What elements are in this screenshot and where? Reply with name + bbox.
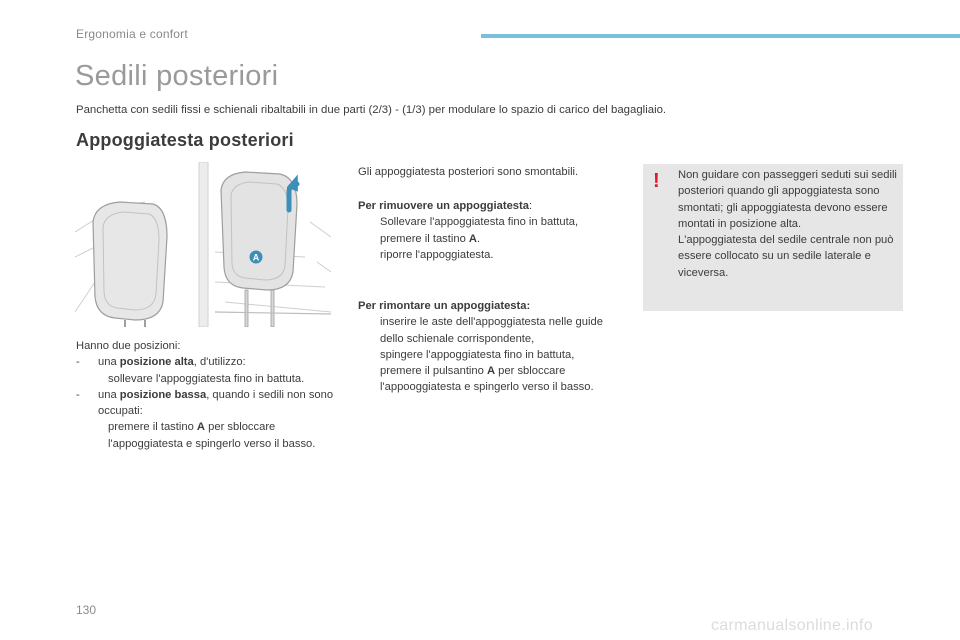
list-item: - una posizione alta, d'utilizzo:: [76, 356, 246, 369]
bullet-icon: [358, 314, 368, 347]
page-number: 130: [76, 603, 97, 617]
warning-box: [643, 164, 903, 311]
section-label: Ergonomia e confort: [76, 27, 188, 41]
bullet-icon: [358, 247, 368, 263]
section-heading: Appoggiatesta posteriori: [76, 130, 294, 150]
list-item: inserire le aste dell'appoggiatesta nelle guide dello schienale corrispondente,: [358, 314, 628, 347]
list-item: premere il tastino A.: [358, 231, 618, 247]
removable-intro: Gli appoggiatesta posteriori sono smontabili.: [358, 166, 579, 178]
mount-block: [358, 298, 628, 396]
remove-title: Per rimuovere un appoggiatesta: [358, 200, 529, 212]
list-item: premere il tastino A per sbloccare l'appoggiatesta e spingerlo verso il basso.: [76, 419, 338, 452]
mount-title: Per rimontare un appoggiatesta:: [358, 300, 531, 312]
bullet-icon: [358, 231, 368, 247]
list-item: Sollevare l'appoggiatesta fino in battuta,: [358, 214, 618, 230]
intro-text: Panchetta con sedili fissi e schienali ribaltabili in due parti (2/3) - (1/3) per modulare lo spazio di carico del bagagliaio.: [76, 104, 667, 116]
bullet-icon: [358, 363, 368, 396]
watermark: carmanualsonline.info: [711, 617, 873, 634]
warning-text: L'appoggiatesta del sedile centrale non può essere collocato su un sedile laterale e viceversa.: [678, 234, 894, 279]
bullet-icon: [358, 214, 368, 230]
header-accent-bar: [481, 34, 960, 38]
headrest-illustration: [75, 162, 331, 327]
marker-a-label: A: [252, 252, 260, 263]
page-title: Sedili posteriori: [75, 60, 279, 92]
list-item: spingere l'appoggiatesta fino in battuta,: [358, 347, 628, 363]
bullet-icon: [358, 347, 368, 363]
warning-icon: !: [653, 170, 660, 192]
positions-block: [76, 338, 338, 452]
bullet-icon: [98, 371, 108, 387]
positions-lead: Hanno due posizioni:: [76, 340, 181, 352]
remove-block: Per rimuovere un appoggiatesta: Sollevare l'appoggiatesta fino in battuta, premere il tastino A. riporre l'appoggiatesta.: [358, 198, 618, 263]
list-item: - una posizione bassa, quando i sedili non sono occupati:: [76, 388, 334, 418]
bullet-icon: [98, 419, 108, 452]
warning-text: Non guidare con passeggeri seduti sui sedili posteriori quando gli appoggiatesta sono smontati; gli appoggiatesta devono essere montati in posizione alta.: [678, 169, 897, 230]
list-item: sollevare l'appoggiatesta fino in battuta.: [76, 371, 338, 387]
headrest-drawing: [75, 162, 331, 327]
list-item: riporre l'appoggiatesta.: [358, 247, 618, 263]
list-item: premere il pulsantino A per sbloccare l'appooggiatesta e spingerlo verso il basso.: [358, 363, 628, 396]
